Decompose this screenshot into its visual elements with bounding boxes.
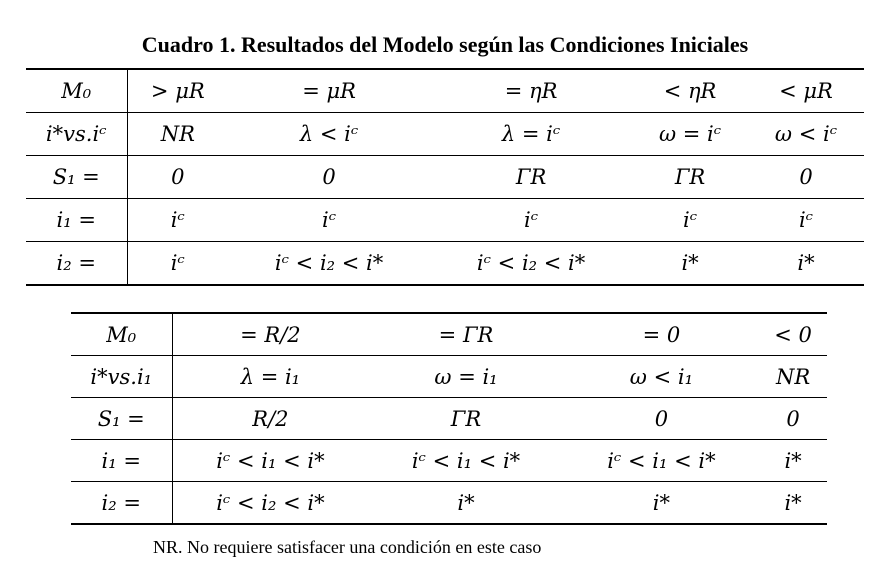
table-cell: i* xyxy=(632,242,748,286)
table-cell: ΓR xyxy=(632,156,748,199)
footnote: NR. No requiere satisfacer una condición en este caso xyxy=(153,537,542,557)
table-cell: iᶜ xyxy=(430,199,632,242)
table-cell: iᶜ xyxy=(228,199,430,242)
table-row xyxy=(71,356,827,398)
table-cell: ω < iᶜ xyxy=(748,113,864,156)
table-cell: = ΓR xyxy=(368,313,563,356)
table-cell: 0 xyxy=(564,398,759,440)
table-cell: i* xyxy=(759,482,827,525)
table-row xyxy=(26,113,864,156)
row-header-i1: i₁ = xyxy=(26,199,127,242)
table-cell: ω = i₁ xyxy=(368,356,563,398)
table-cell: iᶜ < i₁ < i* xyxy=(564,440,759,482)
table-row xyxy=(71,440,827,482)
table-cell: 0 xyxy=(759,398,827,440)
table-cell: iᶜ xyxy=(127,242,228,286)
row-header-comparison: i*vs.iᶜ xyxy=(26,113,127,156)
table-row xyxy=(71,313,827,356)
table-cell: ω < i₁ xyxy=(564,356,759,398)
table-cell: iᶜ < i₂ < i* xyxy=(430,242,632,286)
table-cell: NR xyxy=(127,113,228,156)
table-cell: > μR xyxy=(127,69,228,113)
table-cell: iᶜ xyxy=(632,199,748,242)
table-row xyxy=(26,69,864,113)
table-row xyxy=(71,482,827,525)
table-cell: = μR xyxy=(228,69,430,113)
row-header-m0: M₀ xyxy=(26,69,127,113)
results-table-2 xyxy=(71,312,827,525)
table-row xyxy=(26,156,864,199)
row-header-i2: i₂ = xyxy=(26,242,127,286)
table-cell: i* xyxy=(368,482,563,525)
table-cell: < μR xyxy=(748,69,864,113)
table-cell: iᶜ < i₂ < i* xyxy=(228,242,430,286)
table-cell: = ηR xyxy=(430,69,632,113)
table-cell: = R/2 xyxy=(172,313,368,356)
row-header-i1: i₁ = xyxy=(71,440,172,482)
table-cell: i* xyxy=(759,440,827,482)
table-cell: i* xyxy=(748,242,864,286)
table-cell: iᶜ xyxy=(748,199,864,242)
row-header-m0: M₀ xyxy=(71,313,172,356)
table-row xyxy=(71,398,827,440)
table-cell: 0 xyxy=(228,156,430,199)
table-cell: ΓR xyxy=(368,398,563,440)
table-cell: ω = iᶜ xyxy=(632,113,748,156)
row-header-i2: i₂ = xyxy=(71,482,172,525)
table-cell: iᶜ xyxy=(127,199,228,242)
table-cell: 0 xyxy=(127,156,228,199)
table-caption: Cuadro 1. Resultados del Modelo según las Condiciones Iniciales xyxy=(141,32,749,57)
table-cell: iᶜ < i₂ < i* xyxy=(172,482,368,525)
table-cell: iᶜ < i₁ < i* xyxy=(368,440,563,482)
table-cell: i* xyxy=(564,482,759,525)
row-header-comparison: i*vs.i₁ xyxy=(71,356,172,398)
table-cell: 0 xyxy=(748,156,864,199)
table-cell: < 0 xyxy=(759,313,827,356)
row-header-s1: S₁ = xyxy=(26,156,127,199)
table-cell: ΓR xyxy=(430,156,632,199)
table-cell: NR xyxy=(759,356,827,398)
table-cell: R/2 xyxy=(172,398,368,440)
table-cell: λ < iᶜ xyxy=(228,113,430,156)
table-cell: λ = i₁ xyxy=(172,356,368,398)
table-cell: = 0 xyxy=(564,313,759,356)
table-cell: iᶜ < i₁ < i* xyxy=(172,440,368,482)
table-row xyxy=(26,199,864,242)
row-header-s1: S₁ = xyxy=(71,398,172,440)
results-table-1 xyxy=(26,68,864,286)
table-row xyxy=(26,242,864,286)
table-cell: < ηR xyxy=(632,69,748,113)
table-cell: λ = iᶜ xyxy=(430,113,632,156)
